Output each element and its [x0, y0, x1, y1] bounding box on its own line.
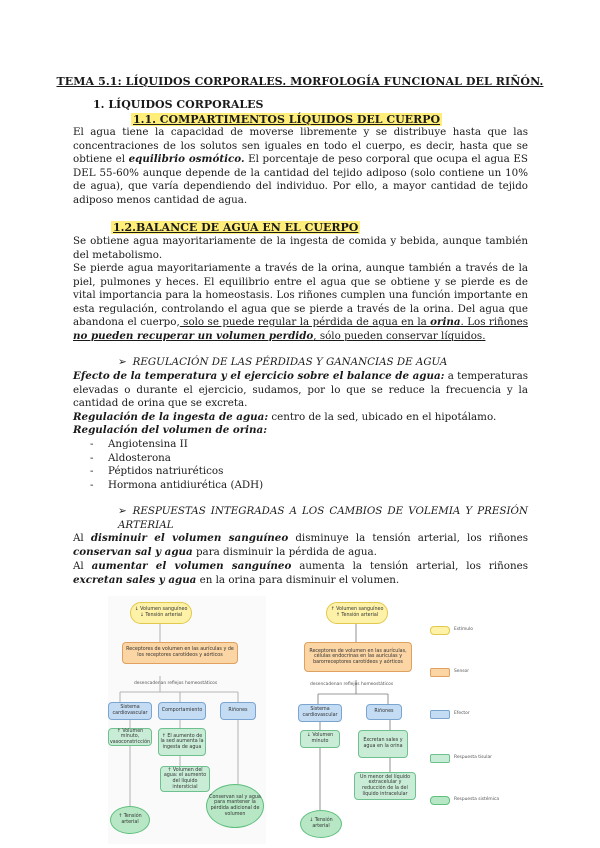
right-effector-cardio: Sistema cardiovascular — [298, 704, 342, 722]
section-heading-1: 1. LÍQUIDOS CORPORALES — [93, 98, 264, 111]
left-response-4: Conservan sal y agua para mantener la pérdida adicional de volumen — [206, 784, 264, 828]
hormone-list — [90, 438, 263, 492]
paragraph-increase-volume: Al aumentar el volumen sanguíneo aumenta la tensión arterial, los riñones excretan sales y agua en la orina para disminuir el volumen. — [73, 560, 528, 586]
left-end-response: ↑ Tensión arterial — [110, 806, 150, 834]
section-heading-1-1: 1.1. COMPARTIMENTOS LÍQUIDOS DEL CUERPO — [133, 113, 441, 126]
right-receptors: Receptores de volumen en las aurículas, células endocrinas en las aurículas y barorreceptores carotídeos y aórticos — [304, 642, 412, 672]
subheading-regulation: ➢ REGULACIÓN DE LAS PÉRDIDAS Y GANANCIAS DE AGUA — [118, 356, 448, 368]
legend-systemic-response-swatch — [430, 796, 450, 805]
left-response-1: ↑ Volumen minuto, vasoconstricción — [109, 728, 151, 745]
legend-tissue-response-swatch — [430, 754, 450, 763]
left-effector-behavior: Comportamiento — [158, 702, 206, 720]
left-effector-kidneys: Riñones — [220, 702, 256, 720]
volemia-diagram — [108, 596, 528, 844]
right-end-response: ↓ Tensión arterial — [300, 810, 342, 838]
right-effector-kidneys: Riñones — [366, 704, 402, 720]
legend-tissue-response: Respuesta tisular — [454, 755, 492, 760]
subheading-integrated-responses: ➢ RESPUESTAS INTEGRADAS A LOS CAMBIOS DE VOLEMIA Y PRESIÓN ARTERIAL — [118, 505, 528, 531]
left-response-3: ↑ Volumen del agua: el aumento del líquido intersticial — [160, 766, 210, 792]
list-item: - Péptidos natriuréticos — [90, 465, 224, 478]
paragraph-intake-regulation: Regulación de la ingesta de agua: centro de la sed, ubicado en el hipotálamo. — [73, 411, 497, 423]
legend-stimulus: Estímulo — [454, 627, 473, 632]
right-stimulus: ↑ Volumen sanguíneo ↑ Tensión arterial — [326, 602, 388, 624]
section-heading-1-2: 1.2.BALANCE DE AGUA EN EL CUERPO — [113, 221, 359, 234]
document-title: TEMA 5.1: LÍQUIDOS CORPORALES. MORFOLOGÍA FUNCIONAL DEL RIÑÓN. — [56, 75, 544, 88]
left-receptors: Receptores de volumen en las aurículas y de los receptores carotídeos y aórticos — [122, 642, 238, 664]
right-response-1: ↓ Volumen minuto — [300, 730, 340, 748]
left-effector-cardio: Sistema cardiovascular — [108, 702, 152, 720]
legend-sensor-swatch — [430, 668, 450, 677]
paragraph-loss: Se pierde agua mayoritariamente a través de la orina, aunque también a través de la piel, pulmones y heces. El equilibrio entre el agua que se obtiene y se pierde es de vital importancia para la homeostasis. Los riñones cumplen una función importante en esta regulación, controlando el agua que se pierde a través de la orina. Del agua que abandona el cuerpo, solo se puede regular la pérdida de agua en la orina. Los riñones no pueden recuperar un volumen perdido, sólo pueden conservar líquidos. — [73, 262, 528, 342]
legend-stimulus-swatch — [430, 626, 450, 635]
paragraph-decrease-volume: Al disminuir el volumen sanguíneo disminuye la tensión arterial, los riñones conservan sal y agua para disminuir la pérdida de agua. — [73, 532, 528, 558]
right-response-3: Un menor del líquido extracelular y reducción de la del líquido intracelular — [354, 772, 416, 800]
right-response-2: Excretan sales y agua en la orina — [358, 730, 408, 758]
paragraph-intake: Se obtiene agua mayoritariamente de la ingesta de comida y bebida, aunque también del metabolismo. — [73, 235, 528, 261]
legend-sensor: Sensor — [454, 669, 470, 674]
left-response-2: ↑ El aumento de la sed aumenta la ingesta de agua — [158, 728, 206, 756]
list-item: - Angiotensina II — [90, 438, 188, 450]
legend-effector: Efector — [454, 711, 470, 716]
right-mid-label: desencadenan reflejos homeostáticos — [310, 682, 394, 687]
paragraph-urine-regulation: Regulación del volumen de orina: — [73, 424, 268, 436]
legend-systemic-response: Respuesta sistémica — [454, 797, 500, 802]
legend-effector-swatch — [430, 710, 450, 719]
paragraph-temperature: Efecto de la temperatura y el ejercicio sobre el balance de agua: a temperaturas elevadas o durante el ejercicio, sudamos, por lo que se reduce la frecuencia y la cantidad de orina que se excreta. — [73, 370, 529, 410]
left-mid-label: desencadenan reflejos homeostáticos — [134, 681, 218, 686]
left-stimulus: ↓ Volumen sanguíneo ↓ Tensión arterial — [130, 602, 192, 624]
paragraph-osmotic: El agua tiene la capacidad de moverse libremente y se distribuye hasta que las concentraciones de los solutos sen iguales en todo el cuerpo, es decir, hasta que se obtiene el equilibrio osmótico. El porcentaje de peso corporal que ocupa el agua ES DEL 55-60% aunque depende de la cantidad del tejido adiposo (solo contiene un 10% de agua), que varía dependiendo del individuo. Por ello, a mayor cantidad de tejido adiposo menos cantidad de agua. — [73, 126, 528, 206]
list-item: - Aldosterona — [90, 451, 171, 464]
list-item: - Hormona antidiurética (ADH) — [90, 478, 264, 491]
